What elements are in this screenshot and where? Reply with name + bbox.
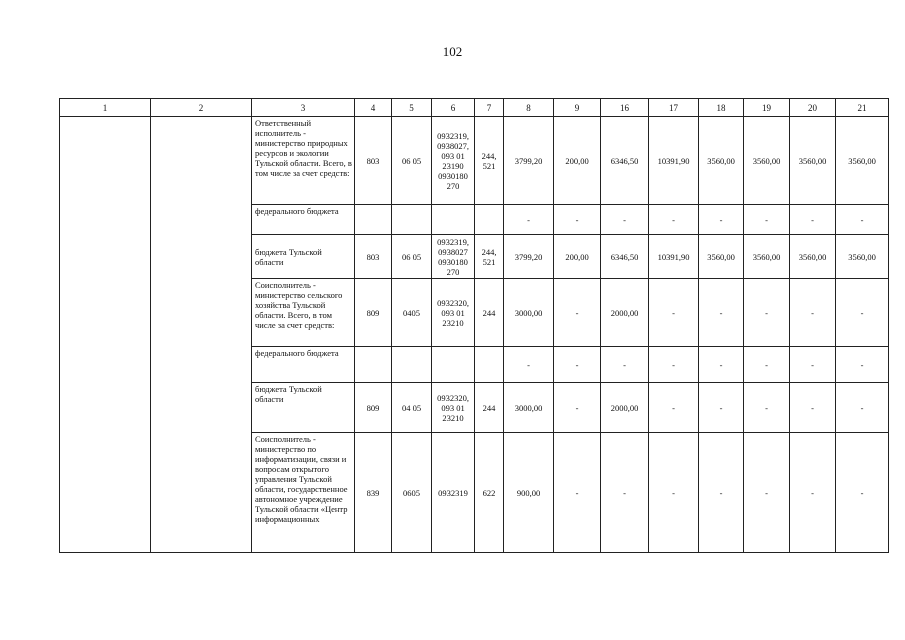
cell-col-19: -: [744, 433, 790, 553]
cell-col-16: -: [601, 433, 649, 553]
cell-col-17: -: [649, 347, 699, 383]
table-row: [60, 117, 889, 205]
cell-col-16: -: [601, 205, 649, 235]
column-header: 6: [432, 99, 475, 117]
cell-col-6: 0932319, 0938027 0930180 270: [432, 235, 475, 279]
column-header: 9: [554, 99, 601, 117]
cell-col-7: 244: [475, 383, 504, 433]
cell-col-21: -: [836, 433, 889, 553]
cell-col-21: -: [836, 347, 889, 383]
page-number: 102: [442, 44, 463, 59]
cell-col-7: 244, 521: [475, 235, 504, 279]
cell-col-17: -: [649, 279, 699, 347]
cell-col-20: -: [790, 433, 836, 553]
cell-col-21: -: [836, 205, 889, 235]
cell-col-19: 3560,00: [744, 235, 790, 279]
cell-col-8: 3799,20: [504, 235, 554, 279]
column-header: 17: [649, 99, 699, 117]
cell-col-20: 3560,00: [790, 235, 836, 279]
column-header: 1: [60, 99, 151, 117]
cell-col-9: 200,00: [554, 235, 601, 279]
cell-col-19: -: [744, 205, 790, 235]
cell-col-4: [355, 347, 392, 383]
cell-col-5: [392, 205, 432, 235]
cell-col-5: 06 05: [392, 117, 432, 205]
cell-col-21: 3560,00: [836, 117, 889, 205]
cell-col-4: [355, 205, 392, 235]
cell-col-1: [60, 117, 151, 553]
cell-col-4: 839: [355, 433, 392, 553]
cell-col-18: -: [699, 383, 744, 433]
executor-cell: Ответственный исполнитель - министерство природных ресурсов и экологии Тульской области. Всего, в том числе за счет средств:: [252, 117, 355, 205]
column-header: 16: [601, 99, 649, 117]
cell-col-6: [432, 205, 475, 235]
column-header: 2: [151, 99, 252, 117]
cell-col-20: -: [790, 383, 836, 433]
cell-col-7: [475, 205, 504, 235]
cell-col-17: -: [649, 383, 699, 433]
executor-cell: федерального бюджета: [252, 347, 355, 383]
cell-col-6: [432, 347, 475, 383]
cell-col-9: -: [554, 433, 601, 553]
cell-col-4: 803: [355, 117, 392, 205]
cell-col-9: 200,00: [554, 117, 601, 205]
executor-cell: бюджета Тульской области: [252, 235, 355, 279]
cell-col-18: -: [699, 433, 744, 553]
column-header: 7: [475, 99, 504, 117]
cell-col-7: 244, 521: [475, 117, 504, 205]
executor-cell: бюджета Тульской области: [252, 383, 355, 433]
column-header: 8: [504, 99, 554, 117]
cell-col-20: 3560,00: [790, 117, 836, 205]
column-header: 3: [252, 99, 355, 117]
cell-col-2: [151, 117, 252, 553]
cell-col-18: -: [699, 279, 744, 347]
executor-cell: Соисполнитель - министерство сельского хозяйства Тульской области. Всего, в том числе за счет средств:: [252, 279, 355, 347]
cell-col-16: 6346,50: [601, 117, 649, 205]
cell-col-6: 0932320, 093 01 23210: [432, 383, 475, 433]
cell-col-21: 3560,00: [836, 235, 889, 279]
cell-col-16: 2000,00: [601, 279, 649, 347]
cell-col-6: 0932319, 0938027, 093 01 23190 0930180 270: [432, 117, 475, 205]
cell-col-17: 10391,90: [649, 235, 699, 279]
column-header: 21: [836, 99, 889, 117]
executor-cell: федерального бюджета: [252, 205, 355, 235]
cell-col-21: -: [836, 279, 889, 347]
column-header: 5: [392, 99, 432, 117]
cell-col-8: 3000,00: [504, 383, 554, 433]
cell-col-8: 900,00: [504, 433, 554, 553]
cell-col-5: 04 05: [392, 383, 432, 433]
cell-col-18: 3560,00: [699, 117, 744, 205]
cell-col-17: 10391,90: [649, 117, 699, 205]
cell-col-4: 803: [355, 235, 392, 279]
cell-col-8: -: [504, 347, 554, 383]
cell-col-4: 809: [355, 383, 392, 433]
cell-col-19: -: [744, 383, 790, 433]
column-header: 18: [699, 99, 744, 117]
cell-col-7: 244: [475, 279, 504, 347]
cell-col-16: 6346,50: [601, 235, 649, 279]
cell-col-9: -: [554, 205, 601, 235]
cell-col-8: -: [504, 205, 554, 235]
cell-col-19: -: [744, 347, 790, 383]
cell-col-20: -: [790, 279, 836, 347]
cell-col-7: 622: [475, 433, 504, 553]
cell-col-5: 06 05: [392, 235, 432, 279]
cell-col-5: 0605: [392, 433, 432, 553]
column-number-header: [60, 99, 889, 117]
cell-col-18: -: [699, 347, 744, 383]
cell-col-17: -: [649, 433, 699, 553]
cell-col-9: -: [554, 347, 601, 383]
cell-col-18: -: [699, 205, 744, 235]
cell-col-7: [475, 347, 504, 383]
cell-col-20: -: [790, 205, 836, 235]
column-header: 19: [744, 99, 790, 117]
cell-col-5: 0405: [392, 279, 432, 347]
cell-col-6: 0932319: [432, 433, 475, 553]
cell-col-8: 3000,00: [504, 279, 554, 347]
cell-col-5: [392, 347, 432, 383]
cell-col-9: -: [554, 279, 601, 347]
column-header: 4: [355, 99, 392, 117]
column-header: 20: [790, 99, 836, 117]
cell-col-18: 3560,00: [699, 235, 744, 279]
cell-col-19: 3560,00: [744, 117, 790, 205]
cell-col-4: 809: [355, 279, 392, 347]
cell-col-16: -: [601, 347, 649, 383]
cell-col-21: -: [836, 383, 889, 433]
cell-col-8: 3799,20: [504, 117, 554, 205]
cell-col-17: -: [649, 205, 699, 235]
executor-cell: Соисполнитель - министерство по информатизации, связи и вопросам открытого управления Тульской области, государственное автономное учреждение Тульской области «Центр информационных: [252, 433, 355, 553]
cell-col-6: 0932320, 093 01 23210: [432, 279, 475, 347]
budget-table: [59, 98, 889, 553]
cell-col-9: -: [554, 383, 601, 433]
cell-col-20: -: [790, 347, 836, 383]
cell-col-16: 2000,00: [601, 383, 649, 433]
cell-col-19: -: [744, 279, 790, 347]
